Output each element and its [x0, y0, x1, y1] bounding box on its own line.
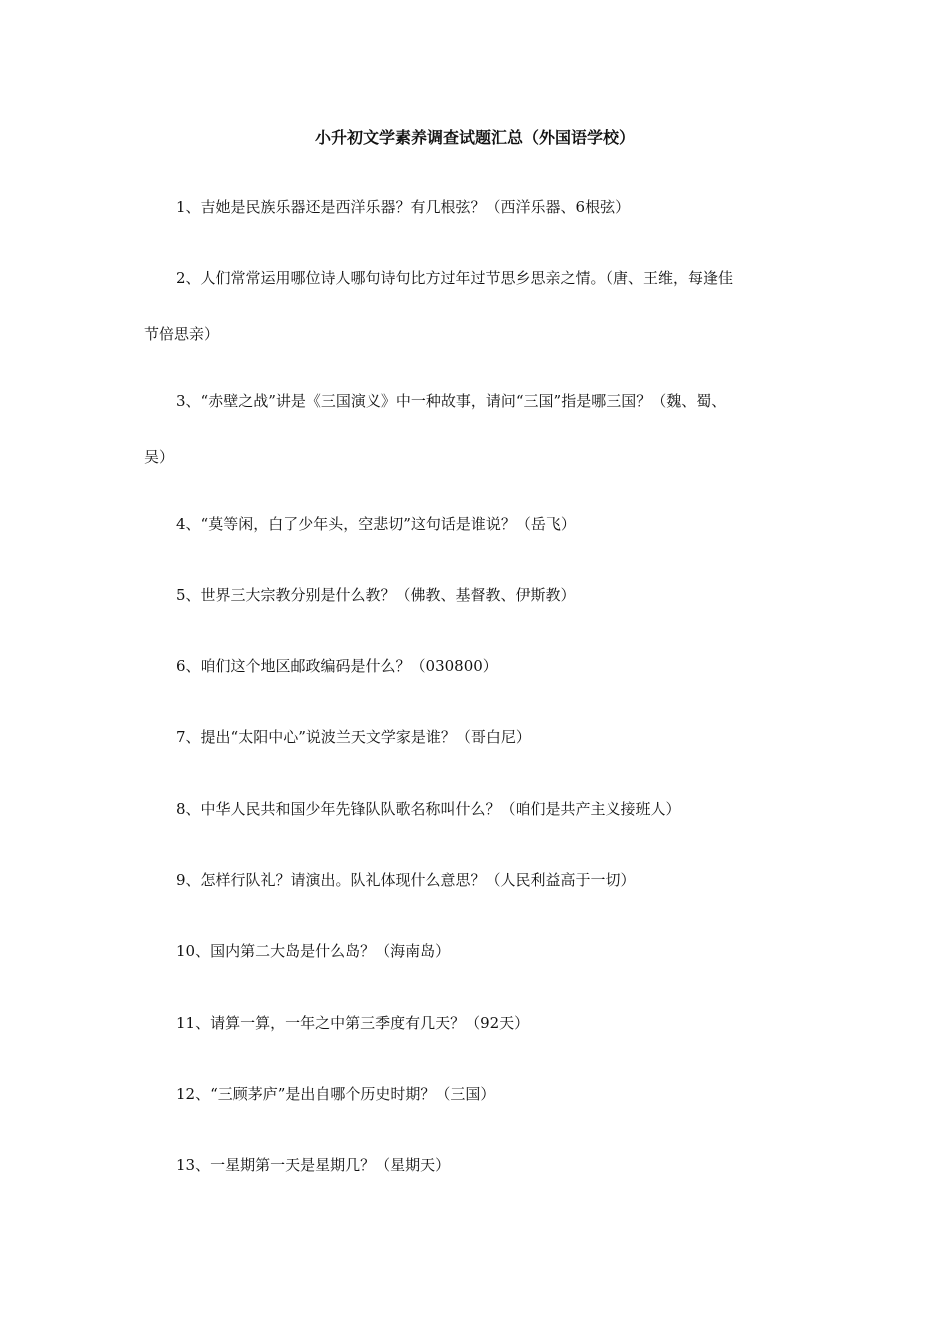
- question-line-continued: 吴）: [144, 448, 175, 466]
- question-line: 5、世界三大宗教分别是什么教？（佛教、基督教、伊斯教）: [176, 586, 576, 604]
- question-line: 4、“莫等闲，白了少年头，空悲切”这句话是谁说？（岳飞）: [176, 515, 576, 533]
- question-line: 11、请算一算，一年之中第三季度有几天？（92天）: [176, 1014, 530, 1032]
- question-line: 8、中华人民共和国少年先锋队队歌名称叫什么？（咱们是共产主义接班人）: [176, 800, 681, 818]
- question-line: 13、一星期第一天是星期几？（星期天）: [176, 1156, 451, 1174]
- document-title: 小升初文学素养调查试题汇总（外国语学校）: [314, 128, 635, 147]
- question-line: 2、人们常常运用哪位诗人哪句诗句比方过年过节思乡思亲之情。（唐、王维，每逢佳: [176, 269, 734, 287]
- question-line: 3、“赤壁之战”讲是《三国演义》中一种故事，请问“三国”指是哪三国？（魏、蜀、: [176, 392, 727, 410]
- question-line: 6、咱们这个地区邮政编码是什么？（030800）: [176, 657, 498, 675]
- question-line-continued: 节倍思亲）: [144, 325, 220, 343]
- question-line: 9、怎样行队礼？请演出。队礼体现什么意思？（人民利益高于一切）: [176, 871, 636, 889]
- question-line: 10、国内第二大岛是什么岛？（海南岛）: [176, 942, 451, 960]
- question-line: 7、提出“太阳中心”说波兰天文学家是谁？（哥白尼）: [176, 728, 531, 746]
- question-line: 1、吉她是民族乐器还是西洋乐器？有几根弦？（西洋乐器、6根弦）: [176, 198, 631, 216]
- question-line: 12、“三顾茅庐”是出自哪个历史时期？（三国）: [176, 1085, 496, 1103]
